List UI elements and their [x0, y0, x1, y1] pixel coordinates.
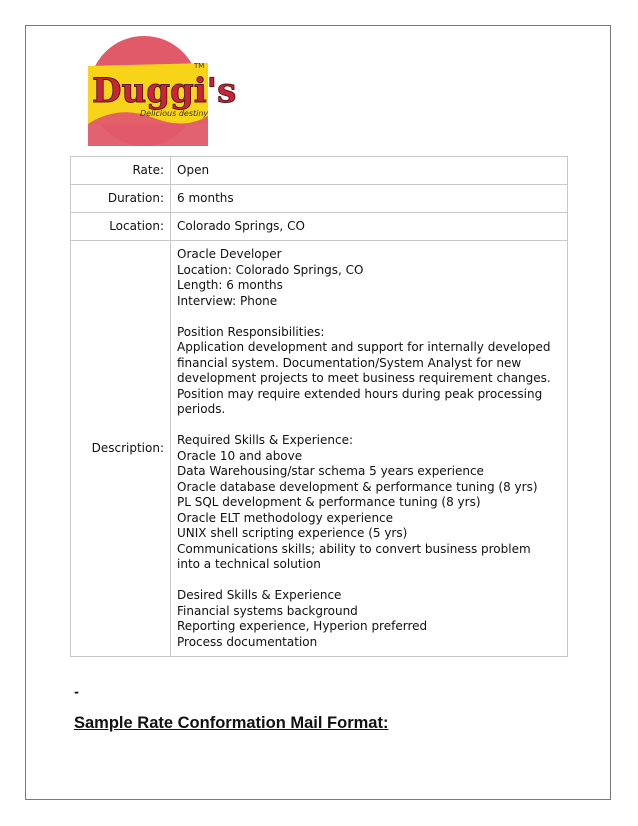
description-line: Communications skills; ability to convert business problem: [177, 541, 531, 556]
rate-label: Rate:: [71, 157, 171, 185]
duration-label: Duration:: [71, 185, 171, 213]
description-line: Oracle ELT methodology experience: [177, 510, 394, 525]
description-line: Reporting experience, Hyperion preferred: [177, 619, 428, 633]
rate-value: Open: [171, 157, 568, 185]
separator-dash: -: [74, 685, 79, 699]
description-line: development projects to meet business requirement changes.: [177, 371, 551, 385]
description-line: Financial systems background: [177, 603, 358, 618]
logo-brand: Duggi's: [92, 71, 237, 111]
description-line: Position Responsibilities:: [177, 324, 325, 339]
description-line: Data Warehousing/star schema 5 years experience: [177, 464, 484, 478]
description-line: Oracle database development & performance tuning (8 yrs): [177, 479, 538, 494]
section-heading: Sample Rate Conformation Mail Format:: [74, 714, 389, 732]
description-line: Interview: Phone: [177, 293, 278, 308]
description-line: Application development and support for internally developed: [177, 340, 551, 354]
description-line: Length: 6 months: [177, 278, 283, 292]
job-details-table: [70, 156, 568, 657]
description-gap: [177, 573, 561, 589]
location-row: [71, 213, 568, 241]
description-line: Location: Colorado Springs, CO: [177, 262, 364, 277]
description-row: [71, 241, 568, 657]
description-value: [171, 241, 568, 657]
description-line: Oracle 10 and above: [177, 448, 303, 463]
description-line: financial system. Documentation/System Analyst for new: [177, 355, 522, 370]
description-line: Process documentation: [177, 634, 318, 649]
description-line: PL SQL development & performance tuning (8 yrs): [177, 495, 481, 509]
duration-row: [71, 185, 568, 213]
description-gap: [177, 418, 561, 434]
description-line: Position may require extended hours during peak processing: [177, 386, 543, 401]
duration-value: 6 months: [171, 185, 568, 213]
description-line: Oracle Developer: [177, 247, 282, 261]
description-gap: [177, 309, 561, 325]
description-line: periods.: [177, 402, 226, 416]
description-line: Desired Skills & Experience: [177, 588, 342, 602]
rate-row: [71, 157, 568, 185]
description-label: Description:: [71, 241, 171, 657]
location-value: Colorado Springs, CO: [171, 213, 568, 241]
duggis-logo: [74, 36, 237, 146]
location-label: Location:: [71, 213, 171, 241]
logo-tm: TM: [194, 62, 205, 70]
logo-tagline: Delicious destiny: [140, 109, 209, 118]
description-line: into a technical solution: [177, 557, 321, 571]
description-line: UNIX shell scripting experience (5 yrs): [177, 526, 408, 540]
description-line: Required Skills & Experience:: [177, 433, 353, 447]
